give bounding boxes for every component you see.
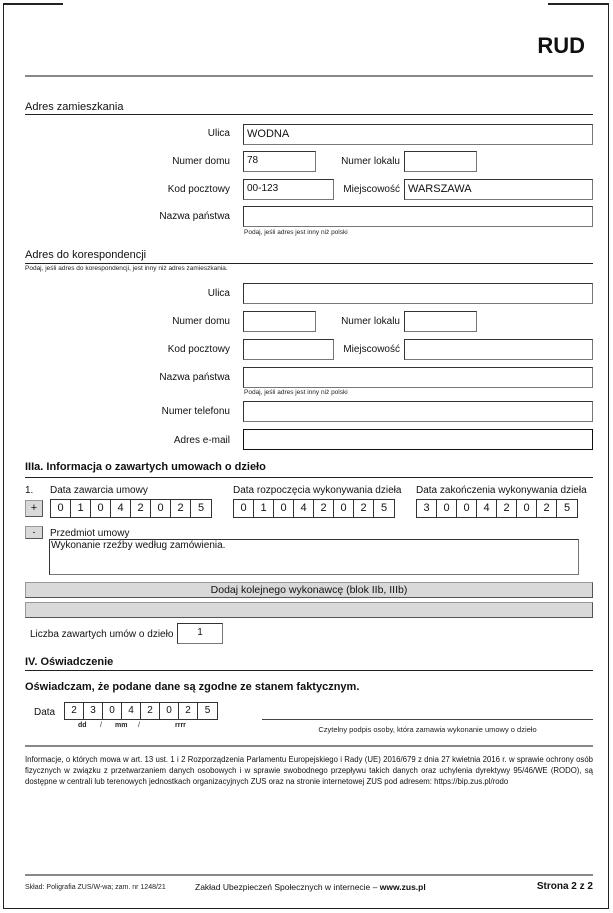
zus-link[interactable]: www.zus.pl: [379, 882, 426, 892]
corr-apartment-number-label: Numer lokalu: [341, 316, 400, 327]
rodo-info: Informacje, o których mowa w art. 13 ust. 1 i 2 Rozporządzenia Parlamentu Europejskiego i Rady (UE) 2016/679 z dnia 27 kwietnia 2016 r. w sprawie ochrony osób fizycznych w związku z przetwarzaniem danych osobowych i w sprawie swobodnego przepływu takich danych oraz uchylenia dyrektywy 95/46/WE (RODO), są dostępne w centrali lub terenowych jednostkach organizacyjnych ZUS oraz na stronie internetowej ZUS pod adresem: https://bip.zus.pl/rodo: [25, 755, 593, 786]
empty-gray-bar: [25, 602, 593, 618]
start-date-digits[interactable]: [233, 499, 395, 518]
footer-internet: [195, 882, 426, 892]
end-date-label: Data zakończenia wykonywania dzieła: [416, 485, 587, 496]
digit[interactable]: 0: [517, 500, 537, 517]
digit[interactable]: 1: [71, 500, 91, 517]
digit[interactable]: 0: [151, 500, 171, 517]
section-title-correspondence: Adres do korespondencji: [25, 249, 147, 261]
corr-house-number-label: Numer domu: [172, 316, 230, 327]
corr-city-label: Miejscowość: [343, 344, 400, 355]
digit[interactable]: 0: [91, 500, 111, 517]
date-label: Data: [34, 707, 56, 718]
divider: [25, 745, 593, 747]
date-format-dd: dd: [78, 722, 87, 729]
postal-code-input[interactable]: 00-123: [243, 179, 334, 200]
digit[interactable]: 0: [234, 500, 254, 517]
signature-line: [262, 719, 593, 720]
item-number: 1.: [25, 485, 34, 496]
corr-house-number-input[interactable]: [243, 311, 316, 332]
digit[interactable]: 2: [314, 500, 334, 517]
digit[interactable]: 4: [122, 703, 141, 719]
email-input[interactable]: [243, 429, 593, 450]
date-separator: /: [100, 722, 102, 729]
divider: [25, 477, 593, 478]
digit[interactable]: 2: [179, 703, 198, 719]
corr-postal-code-label: Kod pocztowy: [167, 344, 230, 355]
digit[interactable]: 5: [563, 502, 571, 514]
remove-contract-button[interactable]: -: [25, 526, 43, 539]
signature-caption: Czytelny podpis osoby, która zamawia wykonanie umowy o dzieło: [318, 725, 537, 734]
contracts-count-input[interactable]: 1: [177, 623, 223, 644]
add-contractor-button[interactable]: Dodaj kolejnego wykonawcę (blok IIb, IIIb): [25, 582, 593, 598]
digit[interactable]: 3: [417, 500, 437, 517]
phone-input[interactable]: [243, 401, 593, 422]
digit[interactable]: 4: [294, 500, 314, 517]
section-title-4: IV. Oświadczenie: [25, 656, 114, 668]
apartment-number-label: Numer lokalu: [341, 156, 400, 167]
footer-divider: [25, 874, 593, 876]
country-input[interactable]: [243, 206, 593, 227]
divider: [25, 263, 593, 264]
digit[interactable]: 2: [141, 703, 160, 719]
corner-mark-right: [548, 3, 608, 5]
internet-text: Zakład Ubezpieczeń Społecznych w internecie –: [195, 882, 380, 892]
end-date-digits[interactable]: [416, 499, 578, 518]
country-label: Nazwa państwa: [159, 211, 230, 222]
digit[interactable]: 2: [171, 500, 191, 517]
form-code: RUD: [537, 33, 585, 58]
house-number-label: Numer domu: [172, 156, 230, 167]
digit[interactable]: 0: [274, 500, 294, 517]
corr-street-input[interactable]: [243, 283, 593, 304]
digit[interactable]: 5: [380, 502, 388, 514]
contract-date-digits[interactable]: [50, 499, 212, 518]
digit[interactable]: 2: [354, 500, 374, 517]
header-divider: [25, 75, 593, 77]
date-format-mm: mm: [115, 722, 128, 729]
digit[interactable]: 0: [160, 703, 179, 719]
corr-country-hint: Podaj, jeśli adres jest inny niż polski: [244, 389, 348, 396]
corr-apartment-number-input[interactable]: [404, 311, 477, 332]
contracts-count-label: Liczba zawartych umów o dzieło: [30, 629, 174, 640]
digit[interactable]: 1: [254, 500, 274, 517]
city-label: Miejscowość: [343, 184, 400, 195]
date-format-yyyy: rrrr: [175, 722, 186, 729]
contract-date-label: Data zawarcia umowy: [50, 485, 148, 496]
digit[interactable]: 4: [111, 500, 131, 517]
digit[interactable]: 2: [497, 500, 517, 517]
corr-street-label: Ulica: [207, 288, 230, 299]
add-contract-button[interactable]: +: [25, 500, 43, 517]
corr-country-label: Nazwa państwa: [159, 372, 230, 383]
subject-label: Przedmiot umowy: [50, 528, 130, 539]
digit[interactable]: 0: [437, 500, 457, 517]
statement-date-digits[interactable]: [64, 702, 218, 720]
corr-postal-code-input[interactable]: [243, 339, 334, 360]
city-input[interactable]: WARSZAWA: [404, 179, 593, 200]
divider: [25, 114, 593, 115]
digit[interactable]: 4: [477, 500, 497, 517]
digit[interactable]: 0: [51, 500, 71, 517]
digit[interactable]: 2: [65, 703, 84, 719]
divider: [25, 670, 593, 671]
digit[interactable]: 0: [103, 703, 122, 719]
digit[interactable]: 0: [457, 500, 477, 517]
house-number-input[interactable]: 78: [243, 151, 316, 172]
correspondence-hint: Podaj, jeśli adres do korespondencji, jest inny niż adres zamieszkania.: [25, 265, 228, 272]
section-title-residence: Adres zamieszkania: [25, 101, 124, 113]
statement-text: Oświadczam, że podane dane są zgodne ze stanem faktycznym.: [25, 681, 360, 693]
print-info: Skład: Poligrafia ZUS/W-wa; zam. nr 1248/21: [25, 884, 166, 891]
postal-code-label: Kod pocztowy: [167, 184, 230, 195]
digit[interactable]: 5: [197, 502, 205, 514]
phone-label: Numer telefonu: [161, 406, 230, 417]
apartment-number-input[interactable]: [404, 151, 477, 172]
digit[interactable]: 5: [204, 705, 211, 716]
corr-city-input[interactable]: [404, 339, 593, 360]
digit[interactable]: 3: [84, 703, 103, 719]
corner-mark-left: [3, 3, 63, 5]
section-title-3a: IIIa. Informacja o zawartych umowach o dzieło: [25, 461, 266, 473]
date-separator: /: [138, 722, 140, 729]
corr-country-input[interactable]: [243, 367, 593, 388]
country-hint: Podaj, jeśli adres jest inny niż polski: [244, 229, 348, 236]
digit[interactable]: 2: [537, 500, 557, 517]
digit[interactable]: 0: [334, 500, 354, 517]
start-date-label: Data rozpoczęcia wykonywania dzieła: [233, 485, 402, 496]
street-label: Ulica: [207, 128, 230, 139]
digit[interactable]: 2: [131, 500, 151, 517]
page-number: Strona 2 z 2: [536, 881, 593, 892]
street-input[interactable]: WODNA: [243, 124, 593, 145]
email-label: Adres e-mail: [173, 435, 230, 446]
subject-textarea[interactable]: Wykonanie rzeźby według zamówienia.: [49, 539, 579, 575]
